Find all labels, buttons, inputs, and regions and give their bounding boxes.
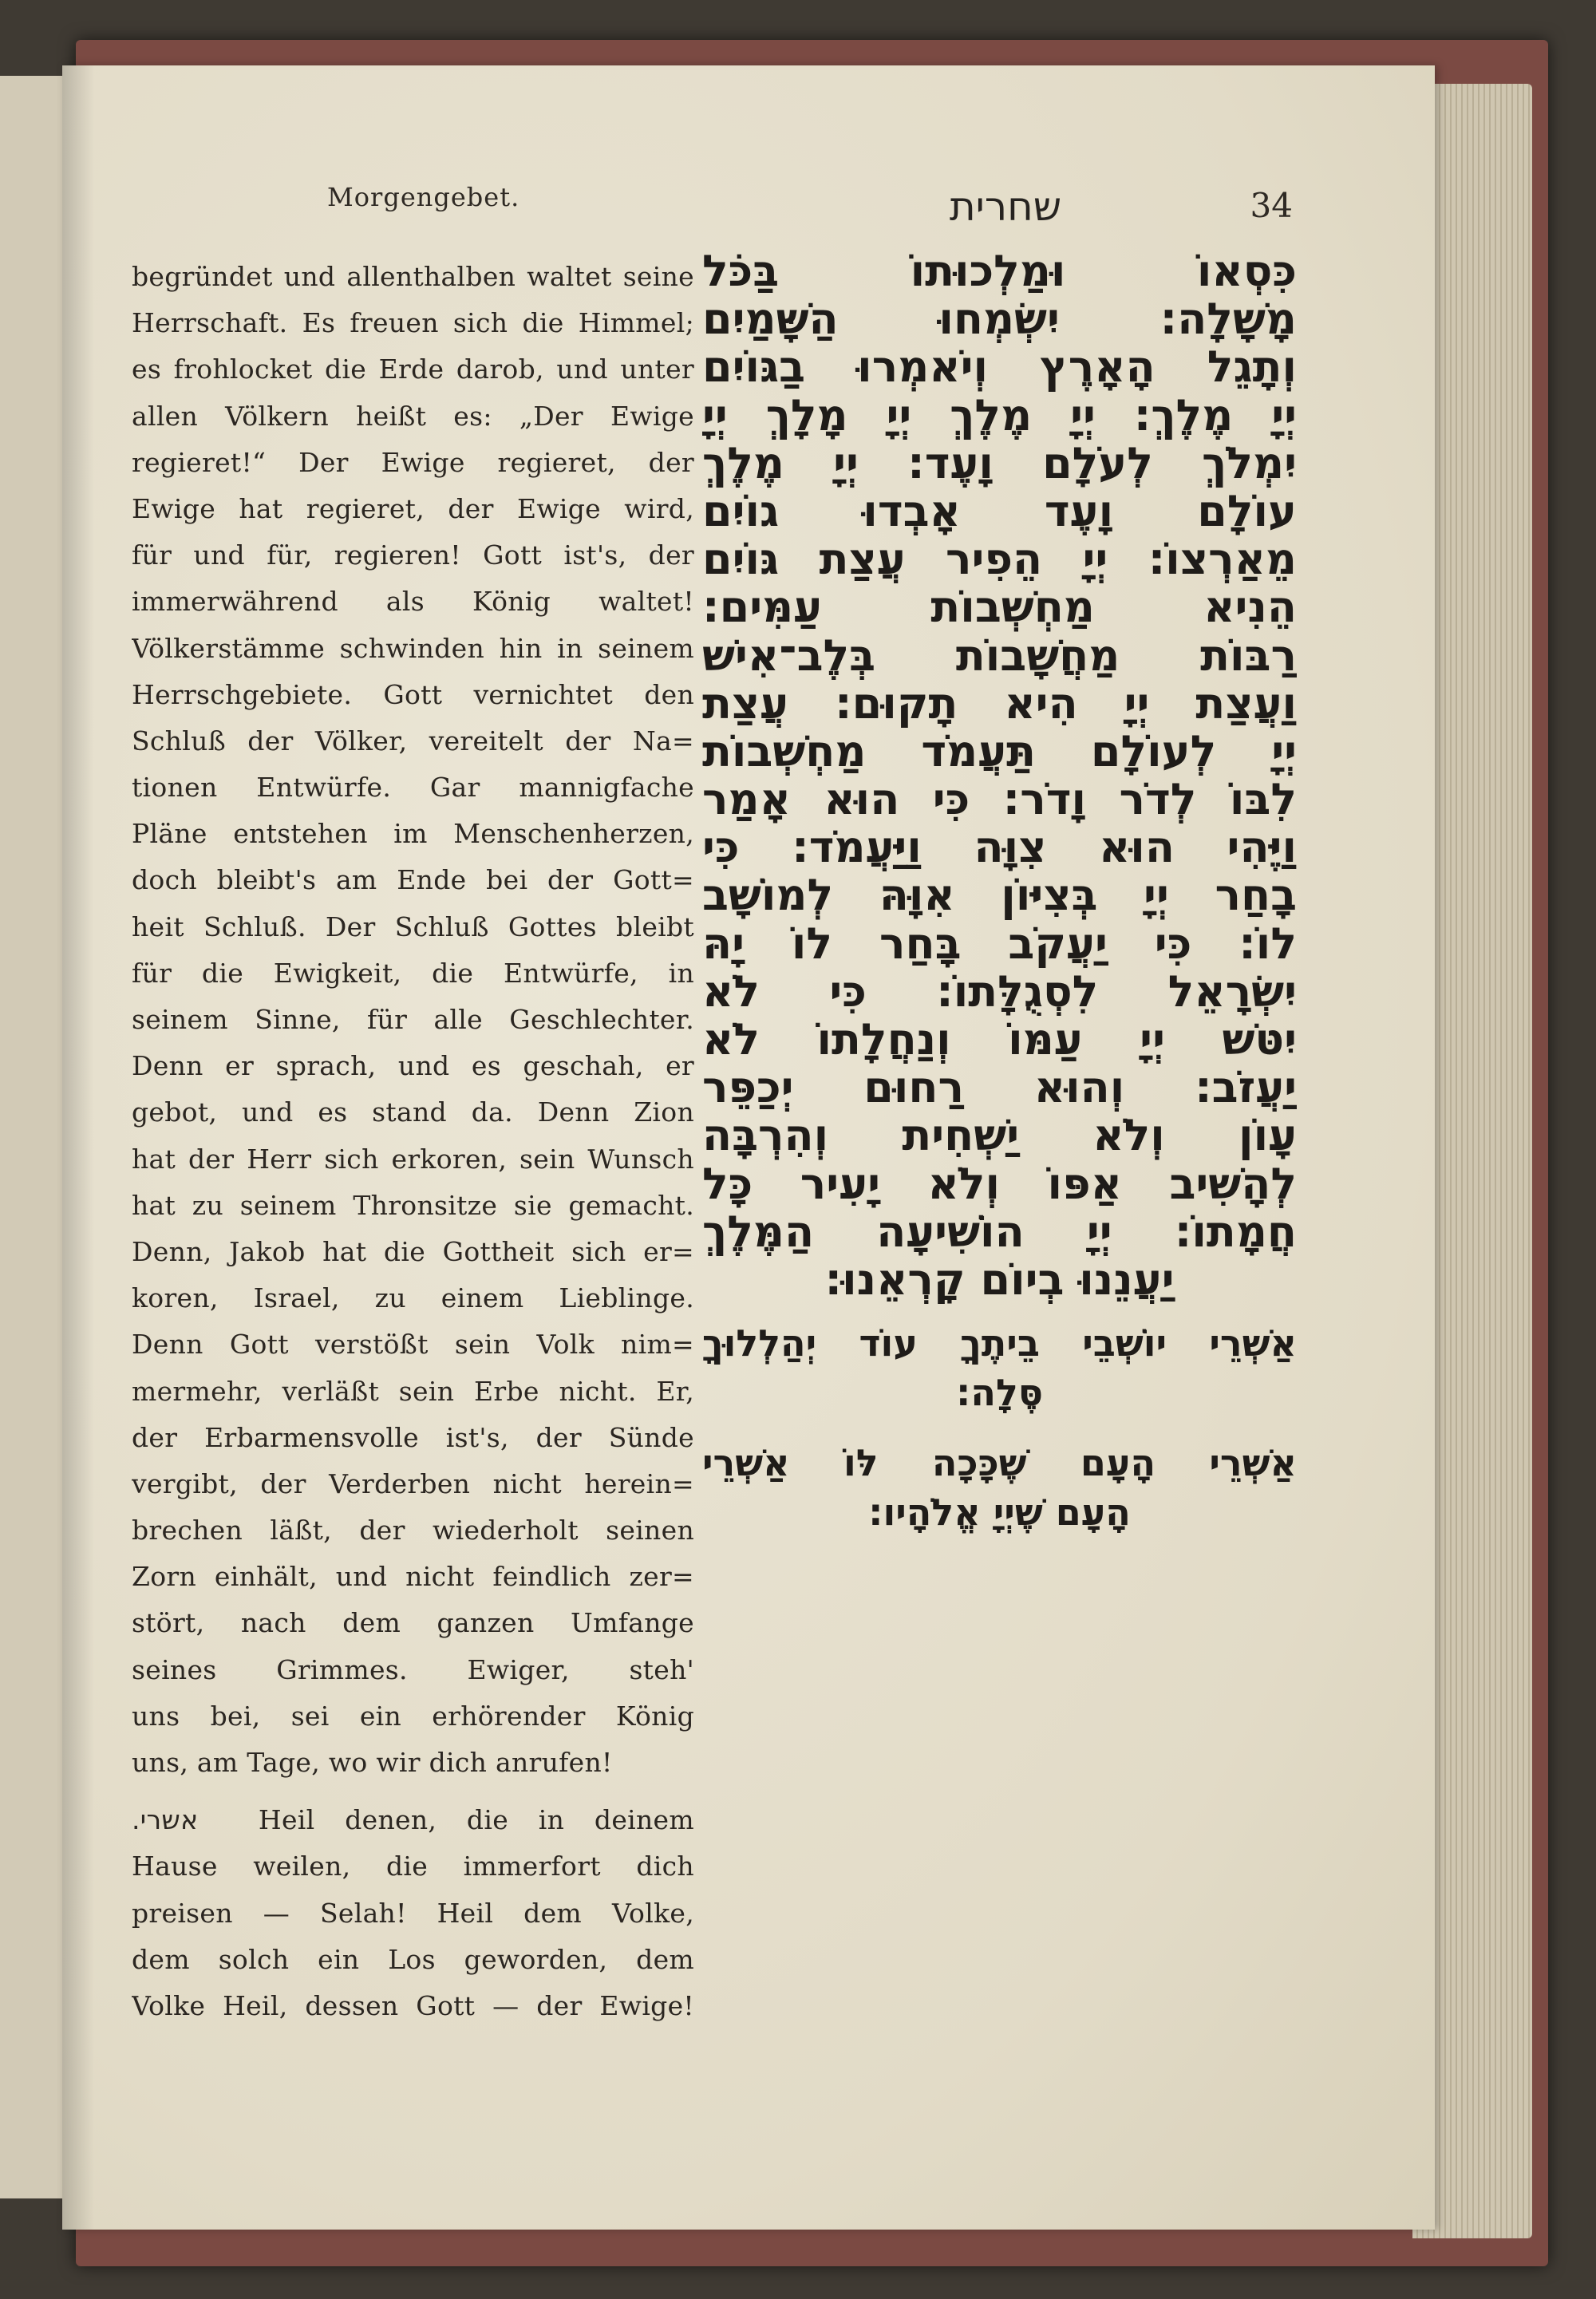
hebrew-line: יִטּשׁ יְיָ עַמּוֹ וְנַחֲלָתוֹ לֹא [702, 1016, 1297, 1065]
hebrew-line: וְתָגֵל הָאָרֶץ וְיֹאמְרוּ בַגּוֹיִם [702, 343, 1297, 392]
german-line: mermehr, verläßt sein Erbe nicht. Er, [132, 1375, 694, 1407]
german-ashrei-line [132, 1797, 694, 1843]
german-line: seines Grimmes. Ewiger, steh' [132, 1653, 694, 1685]
german-line: dem solch ein Los geworden, dem [132, 1943, 694, 1975]
german-line: Herrschgebiete. Gott vernichtet den [132, 678, 694, 710]
german-text-column [132, 254, 694, 2029]
hebrew-line: לִבּוֹ לְדֹר וָדֹר: כִּי הוּא אָמַר [702, 776, 1297, 824]
hebrew-ashrei-line: סֶּלָה: [955, 1371, 1044, 1415]
german-line: doch bleibt's am Ende bei der Gott= [132, 864, 694, 896]
hebrew-line: יִשְׂרָאֵל לִסְגֻלָּתוֹ: כִּי לֹא [702, 967, 1297, 1016]
german-line: gebot, und es stand da. Denn Zion [132, 1096, 694, 1128]
hebrew-line: מֵאַרְצוֹ: יְיָ הֵפִיר עֲצַת גּוֹיִם [702, 535, 1297, 584]
german-line: immerwährend als König waltet! [132, 586, 694, 618]
german-line: Ewige hat regieret, der Ewige wird, [132, 492, 694, 524]
german-line: seinem Sinne, für alle Geschlechter. [132, 1004, 694, 1035]
hebrew-ashrei-line: אַשְׁרֵי הָעָם שֶׁכָּכָה לּוֹ אַשְׁרֵי [702, 1441, 1297, 1485]
german-line: für die Ewigkeit, die Entwürfe, in [132, 957, 694, 989]
german-line: allen Völkern heißt es: „Der Ewige [132, 400, 694, 432]
hebrew-ashrei-line: אַשְׁרֵי יוֹשְׁבֵי בֵיתֶךָ עוֹד יְהַלְלוּךָ [702, 1321, 1297, 1365]
hebrew-ashrei-line: הָעָם שֶׁיְיָ אֱלֹהָיו: [868, 1491, 1131, 1535]
german-line: hat der Herr sich erkoren, sein Wunsch [132, 1143, 694, 1175]
hebrew-line: יְיָ מֶלֶךְ: יְיָ מֶלֶךְ יְיָ מָלָךְ יְיָ [702, 391, 1297, 440]
hebrew-line: יַעֲזֹב: וְהוּא רַחוּם יְכַפֵּר [702, 1064, 1297, 1112]
german-line: stört, nach dem ganzen Umfange [132, 1607, 694, 1639]
hebrew-line: וַעֲצַת יְיָ הִיא תָקוּם: עֲצַת [702, 679, 1297, 728]
german-line: Denn Gott verstößt sein Volk nim= [132, 1329, 694, 1361]
hebrew-line: חֲמָתוֹ: יְיָ הוֹשִׁיעָה הַמֶּלֶךְ [702, 1207, 1297, 1256]
german-line: tionen Entwürfe. Gar mannigfache [132, 772, 694, 804]
hebrew-line: וַיֶּהִי הוּא צִוָּה וַיַּעֲמֹד: כִּי [702, 824, 1297, 872]
german-line: Pläne entstehen im Menschenherzen, [132, 818, 694, 850]
german-line: Denn, Jakob hat die Gottheit sich er= [132, 1235, 694, 1267]
german-line: der Erbarmensvolle ist's, der Sünde [132, 1421, 694, 1453]
running-head-german: Morgengebet. [327, 182, 520, 212]
german-line: uns bei, sei ein erhörender König [132, 1700, 694, 1732]
hebrew-line: עָוֹן וְלֹא יַשְׁחִית וְהִרְבָּה [702, 1112, 1297, 1160]
german-line: vergibt, der Verderben nicht herein= [132, 1467, 694, 1499]
hebrew-line: רַבּוֹת מַחֲשָׁבוֹת בְּלֶב־אִישׁ [702, 631, 1297, 680]
german-line: Herrschaft. Es freuen sich die Himmel; [132, 307, 694, 339]
page-number: 34 [1250, 186, 1293, 225]
page-gutter-shadow [62, 65, 94, 2230]
running-head-hebrew: שחרית [949, 184, 1062, 230]
german-line: Denn er sprach, und es geschah, er [132, 1050, 694, 1082]
ashrei-first-text: Heil denen, die in deinem [258, 1804, 694, 1836]
german-line: uns, am Tage, wo wir dich anrufen! [132, 1747, 613, 1778]
german-line: begründet und allenthalben waltet seine [132, 261, 694, 292]
german-line: Hause weilen, die immerfort dich [132, 1851, 694, 1882]
german-line: heit Schluß. Der Schluß Gottes bleibt [132, 911, 694, 942]
german-line: hat zu seinem Thronsitze sie gemacht. [132, 1189, 694, 1221]
german-line: Zorn einhält, und nicht feindlich zer= [132, 1561, 694, 1593]
hebrew-line: הֵנִיא מַחְשְׁבוֹת עַמִּים: [702, 583, 1297, 632]
hebrew-line: כִּסְאוֹ וּמַלְכוּתוֹ בַּכֹּל [702, 247, 1297, 296]
hebrew-line: יִמְלֹךְ לְעֹלָם וָעֶד: יְיָ מֶלֶךְ [702, 439, 1297, 488]
hebrew-line: מָשָׁלָה: יִשְׂמְחוּ הַשָּׁמַיִם [702, 295, 1297, 344]
german-line: Volke Heil, dessen Gott — der Ewige! [132, 1989, 694, 2021]
german-line: Völkerstämme schwinden hin in seinem [132, 632, 694, 664]
ashrei-marker: אשרי. [132, 1804, 199, 1836]
hebrew-line: לוֹ: כִּי יַעֲקֹב בָּחַר לוֹ יָהּ [702, 919, 1297, 968]
german-line: koren, Israel, zu einem Lieblinge. [132, 1282, 694, 1314]
hebrew-line: יַעֲנֵנוּ בְיוֹם קָרְאֵנוּ: [824, 1255, 1175, 1305]
german-line: für und für, regieren! Gott ist's, der [132, 539, 694, 571]
german-line: regieret!“ Der Ewige regieret, der [132, 446, 694, 478]
german-line: es frohlocket die Erde darob, und unter [132, 354, 694, 385]
hebrew-line: לְהָשִׁיב אַפּוֹ וְלֹא יָעִיר כָּל [702, 1159, 1297, 1208]
left-page-edge [0, 76, 65, 2198]
hebrew-text-column [702, 247, 1297, 1537]
hebrew-line: יְיָ לְעוֹלָם תַּעֲמֹד מַחְשְׁבוֹת [702, 727, 1297, 776]
hebrew-line: עוֹלָם וָעֶד אָבְדוּ גוֹיִם [702, 487, 1297, 536]
german-line: preisen — Selah! Heil dem Volke, [132, 1897, 694, 1929]
german-line: brechen läßt, der wiederholt seinen [132, 1515, 694, 1546]
german-line: Schluß der Völker, vereitelt der Na= [132, 725, 694, 756]
hebrew-line: בָחַר יְיָ בְּצִיּוֹן אִוָּהּ לְמוֹשָׁב [702, 871, 1297, 920]
